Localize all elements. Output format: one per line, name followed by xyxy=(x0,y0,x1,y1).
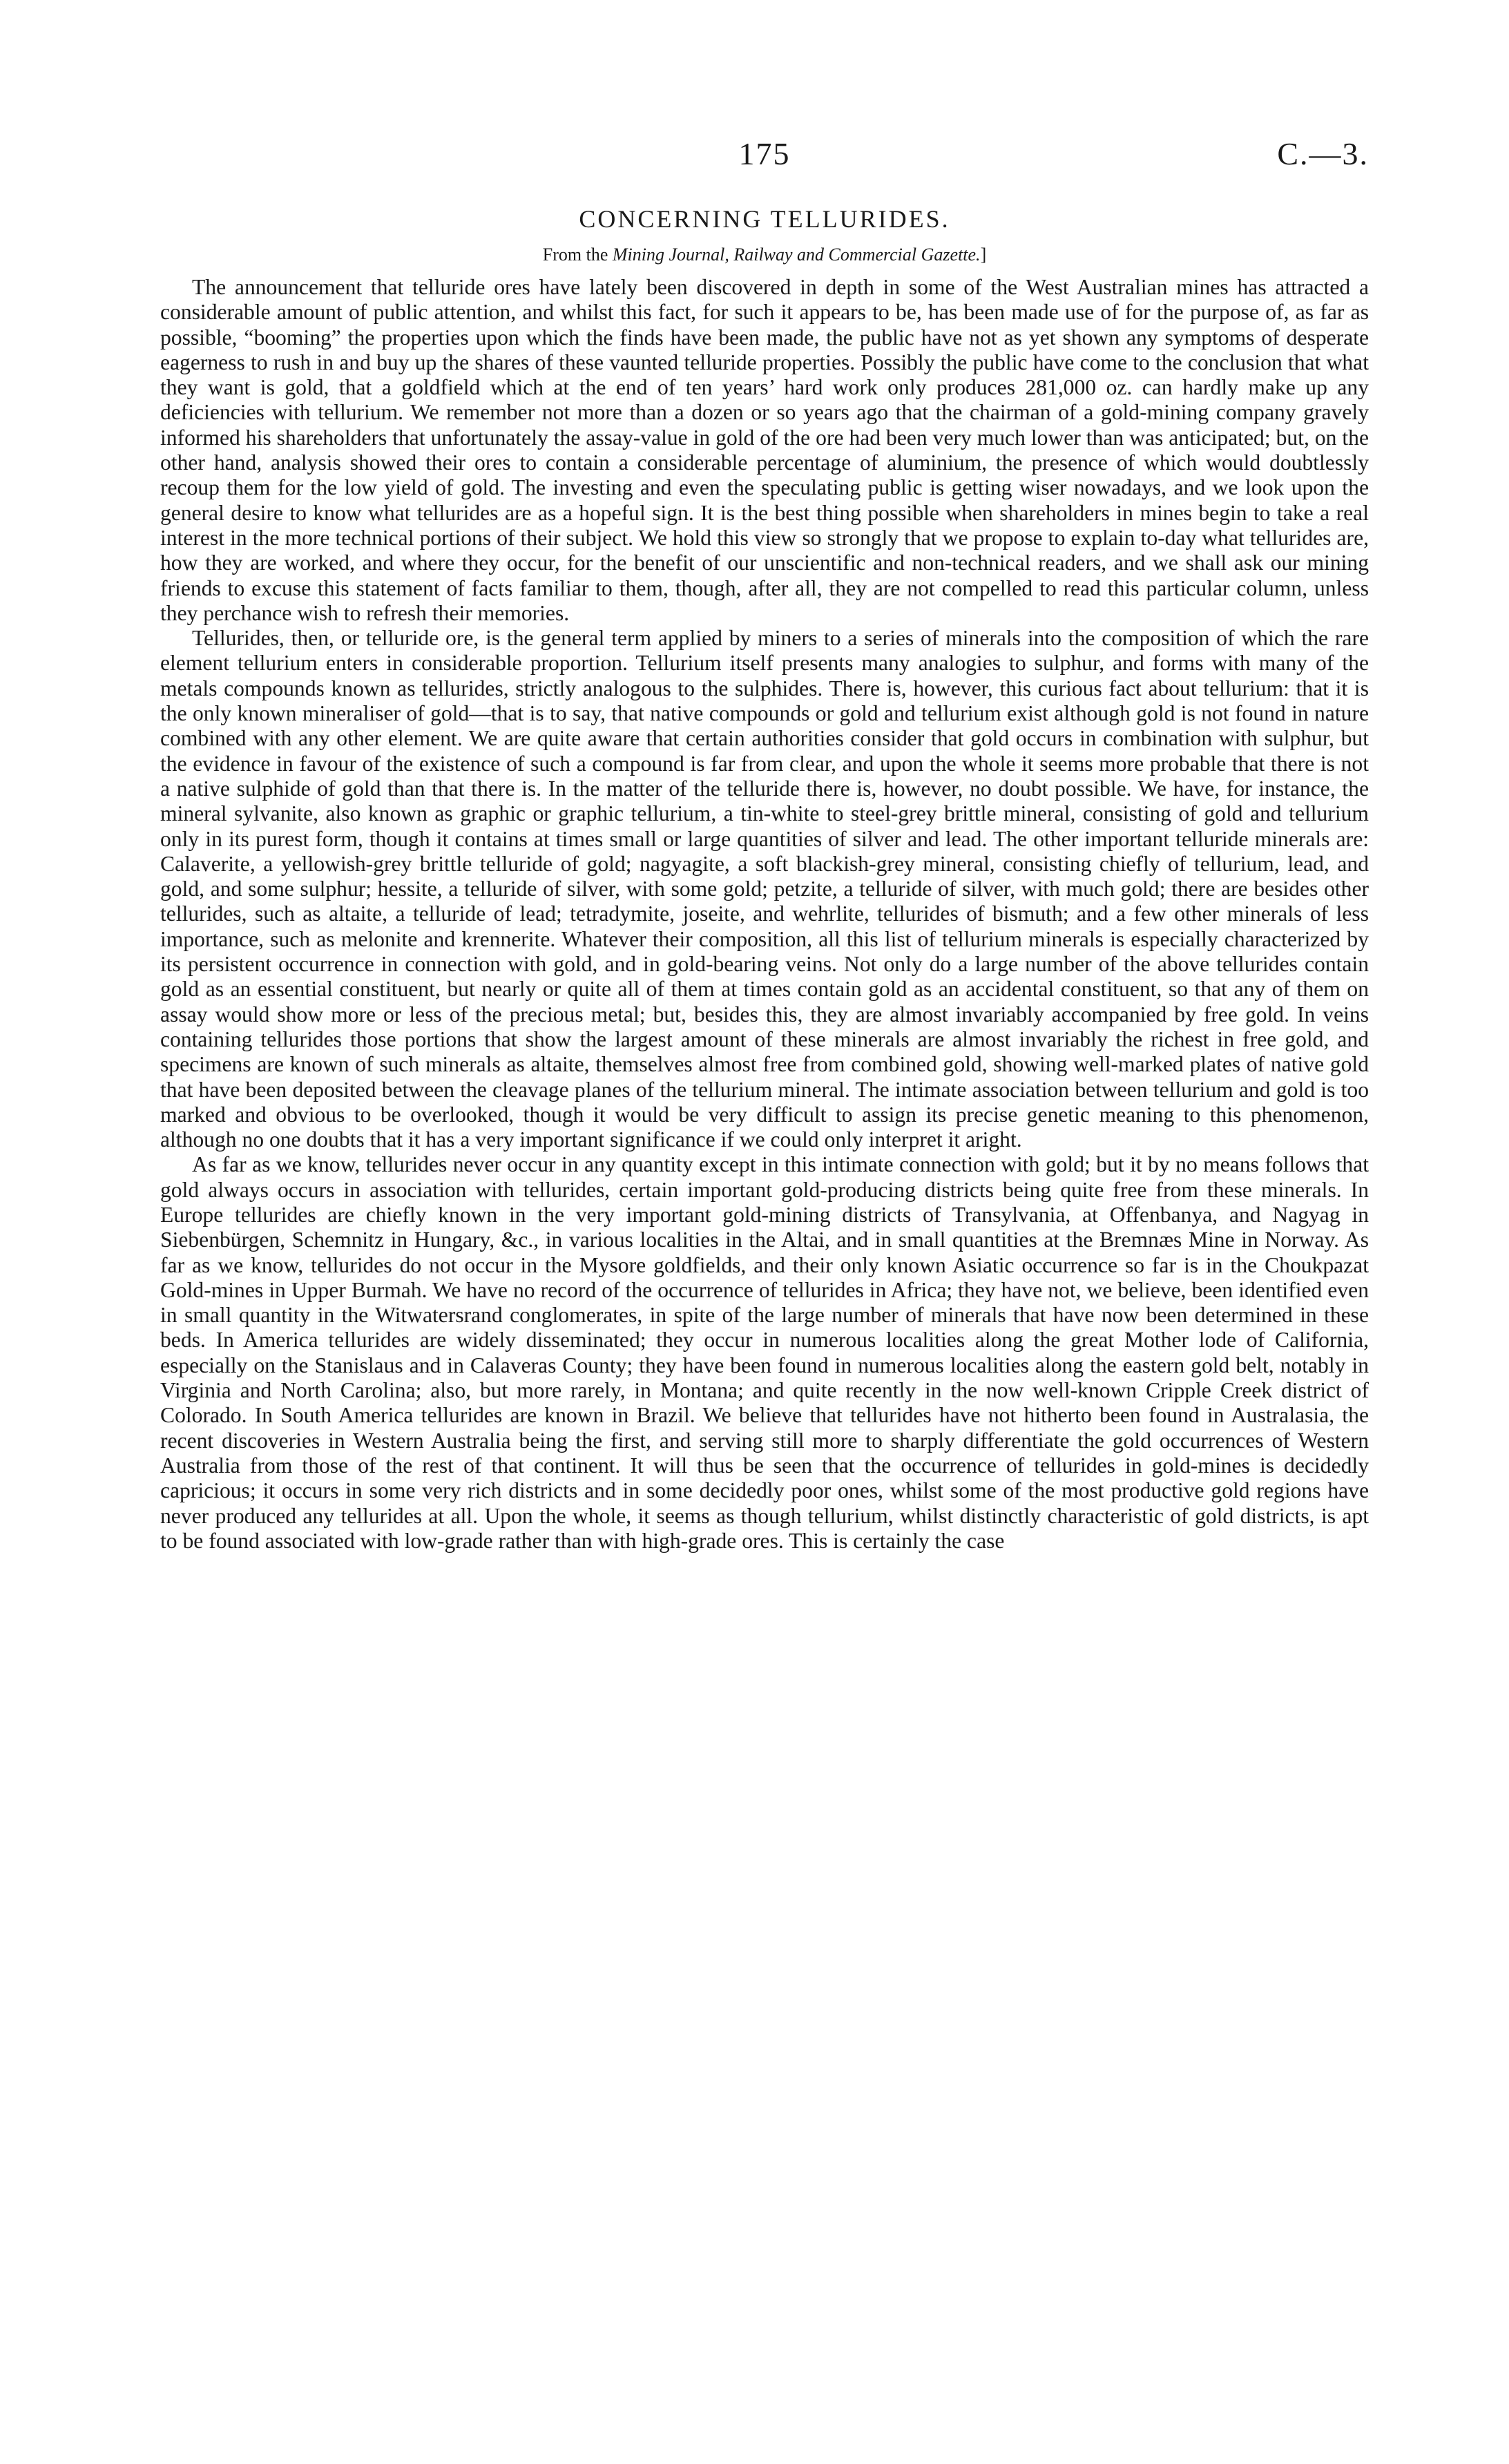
paragraph: Tellurides, then, or telluride ore, is the general term applied by miners to a series of minerals into the composition of which the rare element tellurium enters in considerable proportion. Tellurium itself presents many analogies to sulphur, and forms with many of the metals compounds known as tellurides, strictly analogous to the sulphides. There is, however, this curious fact about tellurium: that it is the only known mineraliser of gold—that is to say, that native compounds or gold and tellurium exist although gold is not found in nature combined with any other element. We are quite aware that certain authorities consider that gold occurs in combination with sulphur, but the evidence in favour of the existence of such a compound is far from clear, and upon the whole it seems more probable that there is not a native sulphide of gold than that there is. In the matter of the telluride there is, however, no doubt possible. We have, for instance, the mineral sylvanite, also known as graphic or graphic tellurium, a tin-white to steel-grey brittle mineral, consisting of gold and tellurium only in its purest form, though it contains at times small or large quantities of silver and lead. The other important telluride minerals are: Calaverite, a yellowish-grey brittle telluride of gold; nagyagite, a soft blackish-grey mineral, consisting chiefly of tellurium, lead, and gold, and some sulphur; hessite, a telluride of silver, with some gold; petzite, a telluride of silver, with much gold; there are besides other tellurides, such as altaite, a telluride of lead; tetradymite, joseite, and wehrlite, tellurides of bismuth; and a few other minerals of less importance, such as melonite and krennerite. Whatever their composition, all this list of tellurium minerals is especially characterized by its persistent occurrence in connection with gold, and in gold-bearing veins. Not only do a large number of the above tellurides contain gold as an essential constituent, but nearly or quite all of them at times contain gold as an accidental constituent, so that any of them on assay would show more or less of the precious metal; but, besides this, they are almost invariably accompanied by free gold. In veins containing tellurides those portions that show the largest amount of these minerals are almost invariably the richest in free gold, and specimens are known of such minerals as altaite, themselves almost free from combined gold, showing well-marked plates of native gold that have been deposited between the cleavage planes of the tellurium mineral. The intimate association between tellurium and gold is too marked and obvious to be overlooked, though it would be very difficult to assign its precise genetic meaning to this phenomenon, although no one doubts that it has a very important significance if we could only interpret it aright. xyxy=(160,626,1369,1152)
article-source xyxy=(160,245,1369,265)
source-publication: Mining Journal, Railway and Commercial Gazette. xyxy=(612,245,981,265)
source-prefix: From the xyxy=(542,245,608,265)
paragraph: The announcement that telluride ores have lately been discovered in depth in some of the West Australian mines has attracted a considerable amount of public attention, and whilst this fact, for such it appears to be, has been made use of for the purpose of, as far as possible, “booming” the properties upon which the finds have been made, the public have not as yet shown any symptoms of desperate eagerness to rush in and buy up the shares of these vaunted telluride properties. Possibly the public have come to the conclusion that what they want is gold, that a goldfield which at the end of ten years’ hard work only produces 281,000 oz. can hardly make up any deficiencies with tellurium. We remember not more than a dozen or so years ago that the chairman of a gold-mining company gravely informed his shareholders that unfortunately the assay-value in gold of the ore had been very much lower than was anticipated; but, on the other hand, analysis showed their ores to contain a considerable percentage of aluminium, the presence of which would doubtlessly recoup them for the low yield of gold. The investing and even the speculating public is getting wiser nowadays, and we look upon the general desire to know what tellurides are as a hopeful sign. It is the best thing possible when shareholders in mines begin to take a real interest in the more technical portions of their subject. We hold this view so strongly that we propose to explain to-day what tellurides are, how they are worked, and where they occur, for the benefit of our unscientific and non-technical readers, and we shall ask our mining friends to excuse this statement of facts familiar to them, though, after all, they are not compelled to read this particular column, unless they perchance wish to refresh their memories. xyxy=(160,275,1369,625)
source-suffix: ] xyxy=(980,245,987,265)
page-number: 175 xyxy=(738,136,791,171)
page-header xyxy=(160,135,1369,184)
paragraph: As far as we know, tellurides never occur in any quantity except in this intimate connection with gold; but it by no means follows that gold always occurs in association with tellurides, certain important gold-producing districts being quite free from these minerals. In Europe tellurides are chiefly known in the very important gold-mining districts of Transylvania, at Offenbanya, and Nagyag in Siebenbürgen, Schemnitz in Hungary, &c., in various localities in the Altai, and in small quantities at the Bremnæs Mine in Norway. As far as we know, tellurides do not occur in the Mysore goldfields, and their only known Asiatic occurrence so far is in the Choukpazat Gold-mines in Upper Burmah. We have no record of the occurrence of tellurides in Africa; they have not, we believe, been identified even in small quantity in the Witwatersrand conglomerates, in spite of the large number of minerals that have now been determined in these beds. In America tellurides are widely disseminated; they occur in numerous localities along the great Mother lode of California, especially on the Stanislaus and in Calaveras County; they have been found in numerous localities along the eastern gold belt, notably in Virginia and North Carolina; also, but more rarely, in Montana; and quite recently in the now well-known Cripple Creek district of Colorado. In South America tellurides are known in Brazil. We believe that tellurides have not hitherto been found in Australasia, the recent discoveries in Western Australia being the first, and serving still more to sharply differentiate the gold occurrences of Western Australia from those of the rest of that continent. It will thus be seen that the occurrence of tellurides in gold-mines is decidedly capricious; it occurs in some very rich districts and in some decidedly poor ones, whilst some of the most productive gold regions have never produced any tellurides at all. Upon the whole, it seems as though tellurium, whilst distinctly characteristic of gold districts, is apt to be found associated with low-grade rather than with high-grade ores. This is certainly the case xyxy=(160,1152,1369,1553)
document-reference: C.—3. xyxy=(1277,136,1369,171)
document-page xyxy=(160,135,1369,1554)
article-title: CONCERNING TELLURIDES. xyxy=(579,205,950,233)
